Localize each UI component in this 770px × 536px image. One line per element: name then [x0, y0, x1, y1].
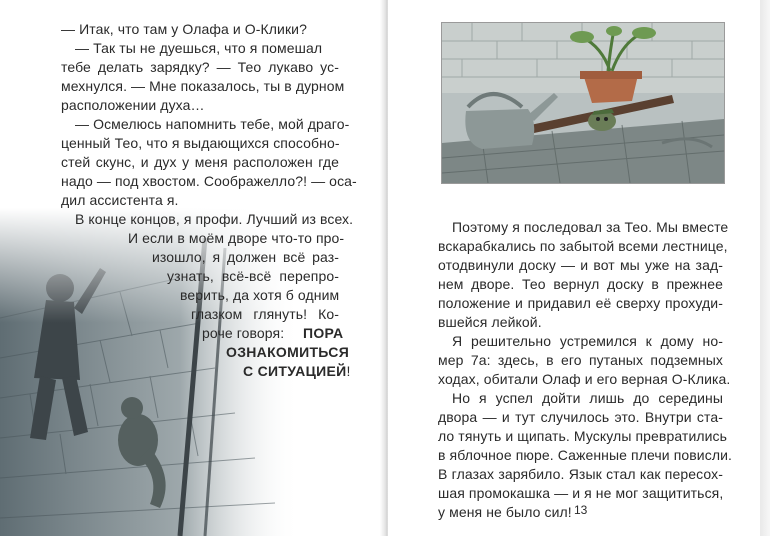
- emphasis-text: С СИТУАЦИЕЙ: [243, 363, 347, 379]
- text-line: нем дворе. Тео вернул доску в прежнее: [438, 276, 723, 292]
- page-number: 13: [574, 503, 588, 517]
- text-line: стей скунс, и дух у меня расположен где: [61, 154, 339, 170]
- text-line: — Так ты не дуешься, что я помешал: [75, 40, 323, 56]
- text-line: отодвинули доску — и вот мы уже на зад-: [438, 257, 723, 273]
- text-line: в яблочное пюре. Саженные плечи повисли.: [438, 447, 733, 463]
- left-page: [0, 0, 382, 536]
- text-line: ходах, обитали Олаф и его верная О-Клика.: [438, 371, 731, 387]
- text-line: вскарабкались по забытой всеми лестнице,: [438, 238, 728, 254]
- text-line: И если в моём дворе что-то про-: [128, 230, 345, 246]
- emphasis-text: ОЗНАКОМИТЬСЯ: [226, 344, 350, 360]
- text-line: узнать, всё-всё перепро-: [167, 268, 339, 284]
- text-line: роче говоря:: [202, 325, 285, 341]
- emphasis-text: ПОРА: [303, 325, 344, 341]
- text-line: положение и придавил её сверху прохуди-: [438, 295, 723, 311]
- exclamation: !: [346, 363, 351, 379]
- garden-illustration: [441, 22, 725, 184]
- text-line: В конце концов, я профи. Лучший из всех.: [75, 211, 354, 227]
- text-line: расположении духа…: [61, 97, 205, 113]
- text-line: Поэтому я последовал за Тео. Мы вместе: [452, 219, 729, 235]
- text-line: Я решительно устремился к дому но-: [452, 333, 723, 349]
- text-line: Но я успел дойти лишь до середины: [452, 390, 723, 406]
- text-line: тебе делать зарядку? — Тео лукаво ус-: [61, 59, 339, 75]
- text-line: ло тянуть и щипать. Мускулы превратились: [438, 428, 728, 444]
- text-line: верить, да хотя б одним: [180, 287, 340, 303]
- text-line: изошло, я должен всё раз-: [152, 249, 339, 265]
- text-line: надо — под хвостом. Соображелло?! — оса-: [61, 173, 357, 189]
- text-line: двора — и тут случилось это. Внутри ста-: [438, 409, 723, 425]
- text-line: мехнулся. — Мне показалось, ты в дурном: [61, 78, 345, 94]
- emphasis-line: [243, 362, 350, 380]
- text-line: дил ассистента я.: [61, 192, 179, 208]
- text-line: — Итак, что там у Олафа и О-Клики?: [61, 21, 307, 37]
- text-line: у меня не было сил!: [438, 504, 572, 520]
- text-line: мер 7а: здесь, в его путаных подземных: [438, 352, 723, 368]
- text-line: вшейся лейкой.: [438, 314, 542, 330]
- text-line: глазком глянуть! Ко-: [191, 306, 339, 322]
- text-line: шая промокашка — и я не мог защититься,: [438, 485, 724, 501]
- text-line: В глазах зарябило. Язык стал как пересох-: [438, 466, 723, 482]
- text-line: — Осмелюсь напомнить тебе, мой драго-: [75, 116, 350, 132]
- text-line: ценный Тео, что я выдающихся способно-: [61, 135, 340, 151]
- page-edge: [760, 0, 770, 536]
